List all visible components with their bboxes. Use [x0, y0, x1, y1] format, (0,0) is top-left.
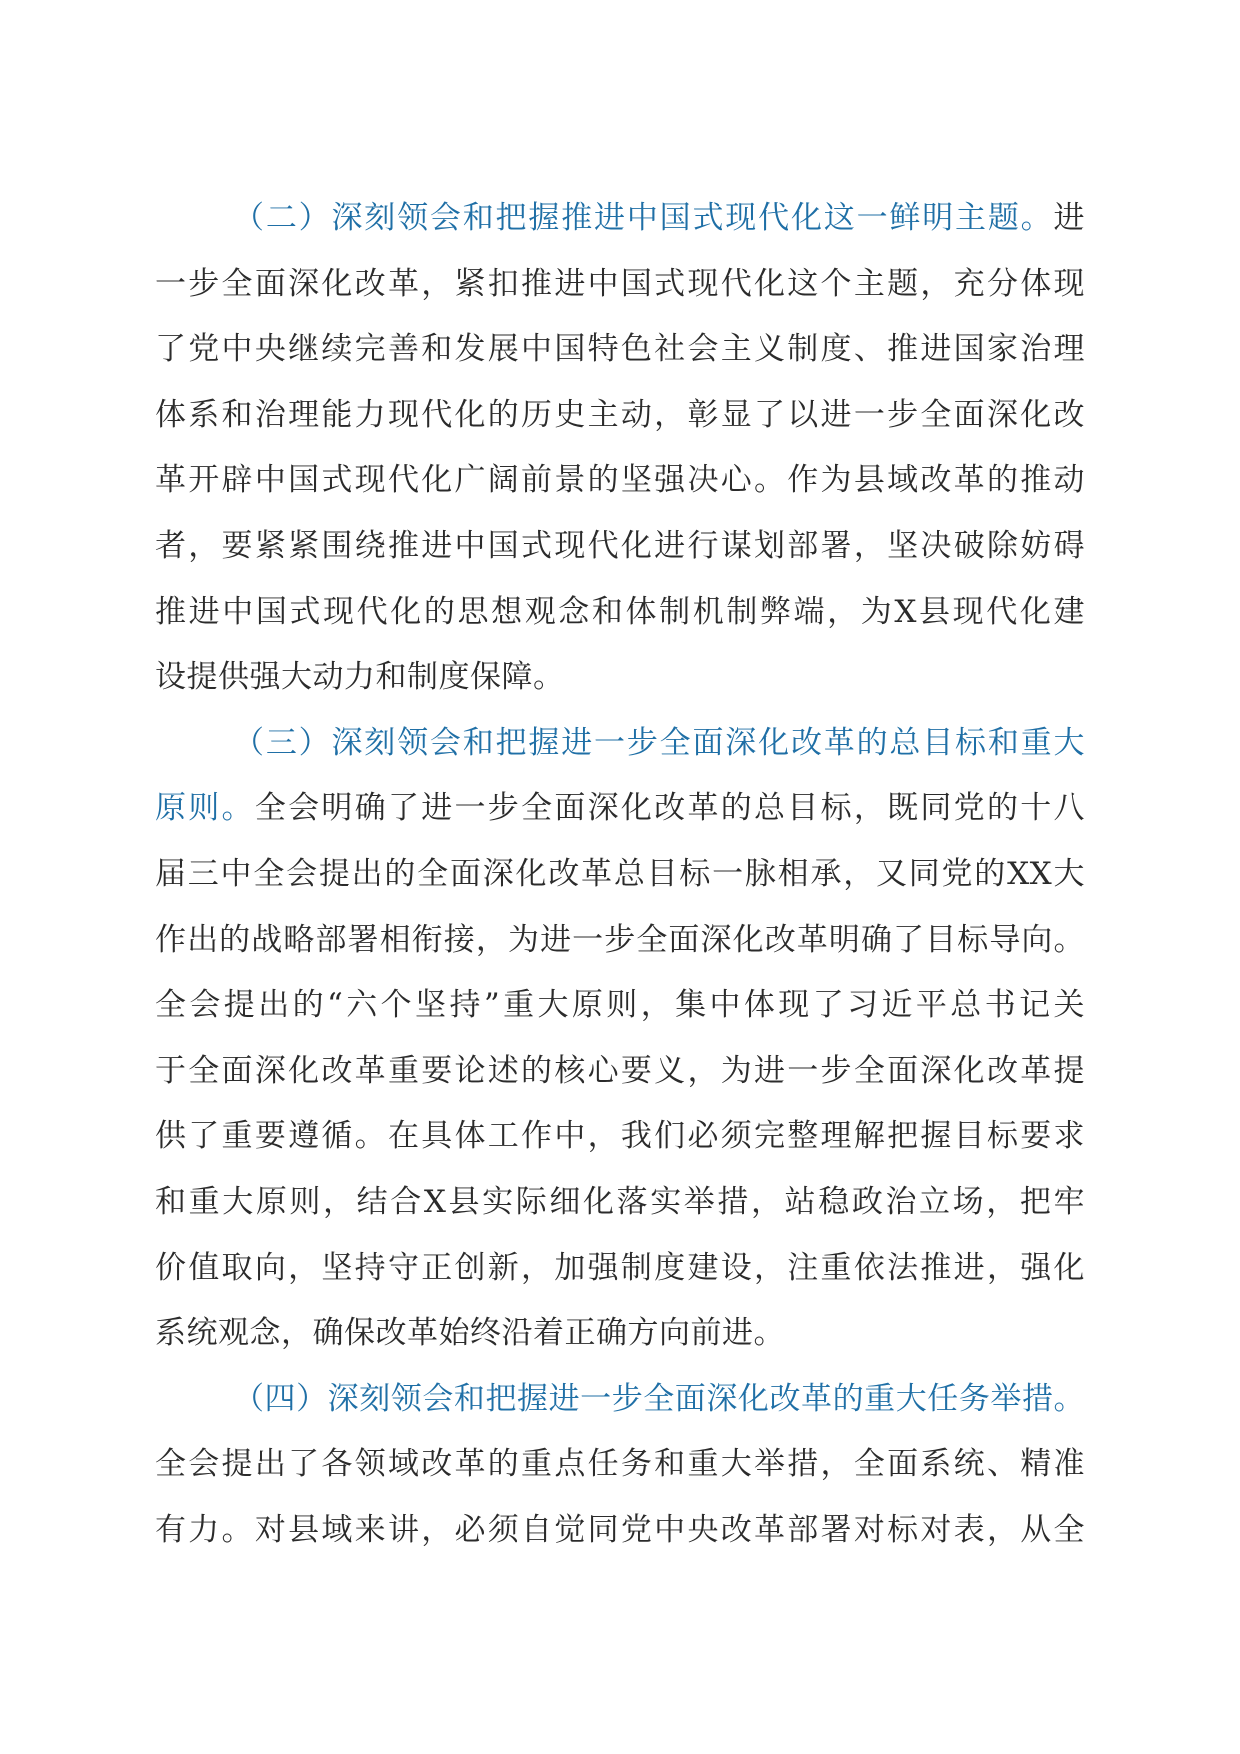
section-heading: （四）深刻领会和把握进一步全面深化改革的重大任务举措。: [233, 1380, 1085, 1417]
text-line: [155, 1432, 1085, 1498]
text-line: [155, 580, 1085, 646]
body-text: 供了重要遵循。在具体工作中，我们必须完整理解把握目标要求: [155, 1118, 1085, 1155]
text-line: [155, 1039, 1085, 1105]
text-line: [155, 1498, 1085, 1564]
body-text: 一步全面深化改革，紧扣推进中国式现代化这个主题，充分体现: [155, 265, 1085, 302]
body-text: 于全面深化改革重要论述的核心要义，为进一步全面深化改革提: [155, 1052, 1085, 1089]
body-text: 体系和治理能力现代化的历史主动，彰显了以进一步全面深化改: [155, 396, 1085, 433]
text-line: [155, 514, 1085, 580]
text-line: [155, 448, 1085, 514]
text-line: [155, 711, 1085, 777]
text-line: [155, 186, 1085, 252]
text-line: [155, 1236, 1085, 1302]
text-line: [155, 383, 1085, 449]
body-text: 全会明确了进一步全面深化改革的总目标，既同党的十八: [254, 790, 1086, 827]
text-line: [155, 908, 1085, 974]
body-text: 作出的战略部署相衔接，为进一步全面深化改革明确了目标导向。: [155, 921, 1085, 958]
text-line: [155, 776, 1085, 842]
body-text: 全会提出了各领域改革的重点任务和重大举措，全面系统、精准: [155, 1446, 1085, 1483]
text-line: [155, 1301, 1085, 1367]
section-heading: （三）深刻领会和把握进一步全面深化改革的总目标和重大: [233, 724, 1085, 761]
text-line: [155, 1104, 1085, 1170]
body-text: 系统观念，确保改革始终沿着正确方向前进。: [155, 1315, 785, 1352]
text-line: [155, 842, 1085, 908]
text-line: [155, 973, 1085, 1039]
body-text: 和重大原则，结合X县实际细化落实举措，站稳政治立场，把牢: [155, 1183, 1085, 1220]
body-text: 设提供强大动力和制度保障。: [155, 659, 565, 696]
body-text: 全会提出的“六个坚持”重大原则，集中体现了习近平总书记关: [155, 987, 1085, 1024]
document-body: [155, 186, 1085, 1563]
text-line: [155, 1170, 1085, 1236]
body-text: 者，要紧紧围绕推进中国式现代化进行谋划部署，坚决破除妨碍: [155, 527, 1085, 564]
body-text: 进: [1053, 200, 1085, 236]
body-text: 有力。对县域来讲，必须自觉同党中央改革部署对标对表，从全: [155, 1511, 1085, 1548]
text-line: [155, 317, 1085, 383]
section-heading: 原则。: [155, 790, 255, 827]
section-heading: （二）深刻领会和把握推进中国式现代化这一鲜明主题。: [233, 200, 1054, 236]
body-text: 届三中全会提出的全面深化改革总目标一脉相承，又同党的XX大: [155, 855, 1085, 892]
text-line: [155, 1367, 1085, 1433]
body-text: 价值取向，坚持守正创新，加强制度建设，注重依法推进，强化: [155, 1249, 1085, 1286]
body-text: 推进中国式现代化的思想观念和体制机制弊端，为X县现代化建: [155, 593, 1085, 630]
text-line: [155, 645, 1085, 711]
body-text: 了党中央继续完善和发展中国特色社会主义制度、推进国家治理: [155, 331, 1085, 368]
text-line: [155, 252, 1085, 318]
body-text: 革开辟中国式现代化广阔前景的坚强决心。作为县域改革的推动: [155, 462, 1085, 499]
